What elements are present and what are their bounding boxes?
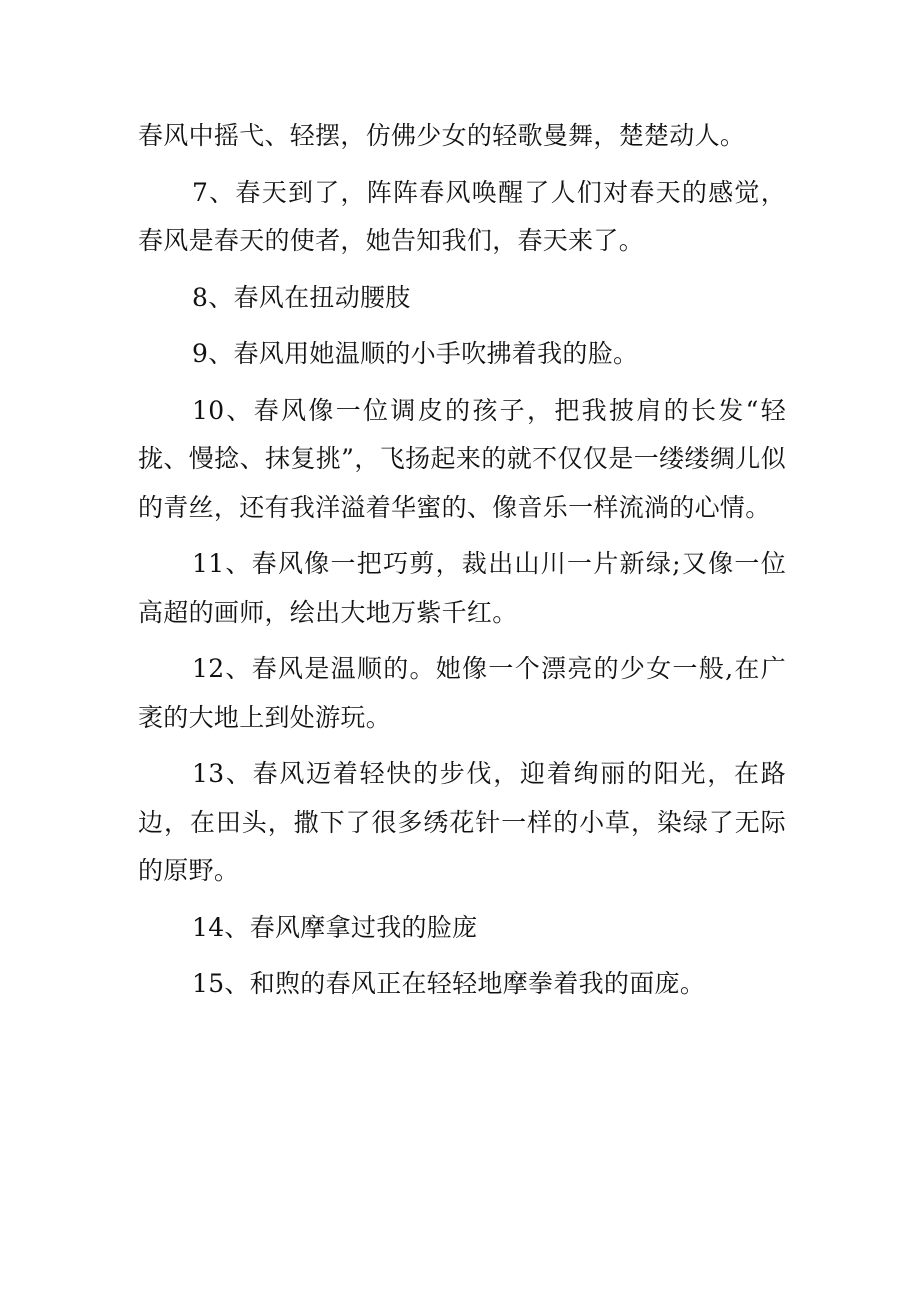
document-body xyxy=(138,112,786,1017)
paragraph-item-15: 15、和煦的春风正在轻轻地摩拳着我的面庞。 xyxy=(192,969,706,998)
paragraph-item-10: 10、春风像一位调皮的孩子，把我披肩的长发“轻拢、慢捻、抹复挑”，飞扬起来的就不仅仅是一缕缕绸儿似的青丝，还有我洋溢着华蜜的、像音乐一样流淌的心情。 xyxy=(138,395,786,522)
paragraph-item-8: 8、春风在扭动腰肢 xyxy=(192,282,411,312)
paragraph-item-11: 11、春风像一把巧剪，裁出山川一片新绿;又像一位高超的画师，绘出大地万紫千红。 xyxy=(138,549,786,627)
paragraph-item-9: 9、春风用她温顺的小手吹拂着我的脸。 xyxy=(192,339,639,368)
paragraph-continuation: 春风中摇弋、轻摆，仿佛少女的轻歌曼舞，楚楚动人。 xyxy=(138,121,746,150)
paragraph-item-12: 12、春风是温顺的。她像一个漂亮的少女一般,在广袤的大地上到处游玩。 xyxy=(138,654,786,732)
paragraph-item-14: 14、春风摩拿过我的脸庞 xyxy=(192,912,478,942)
paragraph-item-13: 13、春风迈着轻快的步伐，迎着绚丽的阳光，在路边，在田头，撒下了很多绣花针一样的小草，染绿了无际的原野。 xyxy=(138,759,786,885)
paragraph-item-7: 7、春天到了，阵阵春风唤醒了人们对春天的感觉，春风是春天的使者，她告知我们，春天来了。 xyxy=(138,177,786,255)
